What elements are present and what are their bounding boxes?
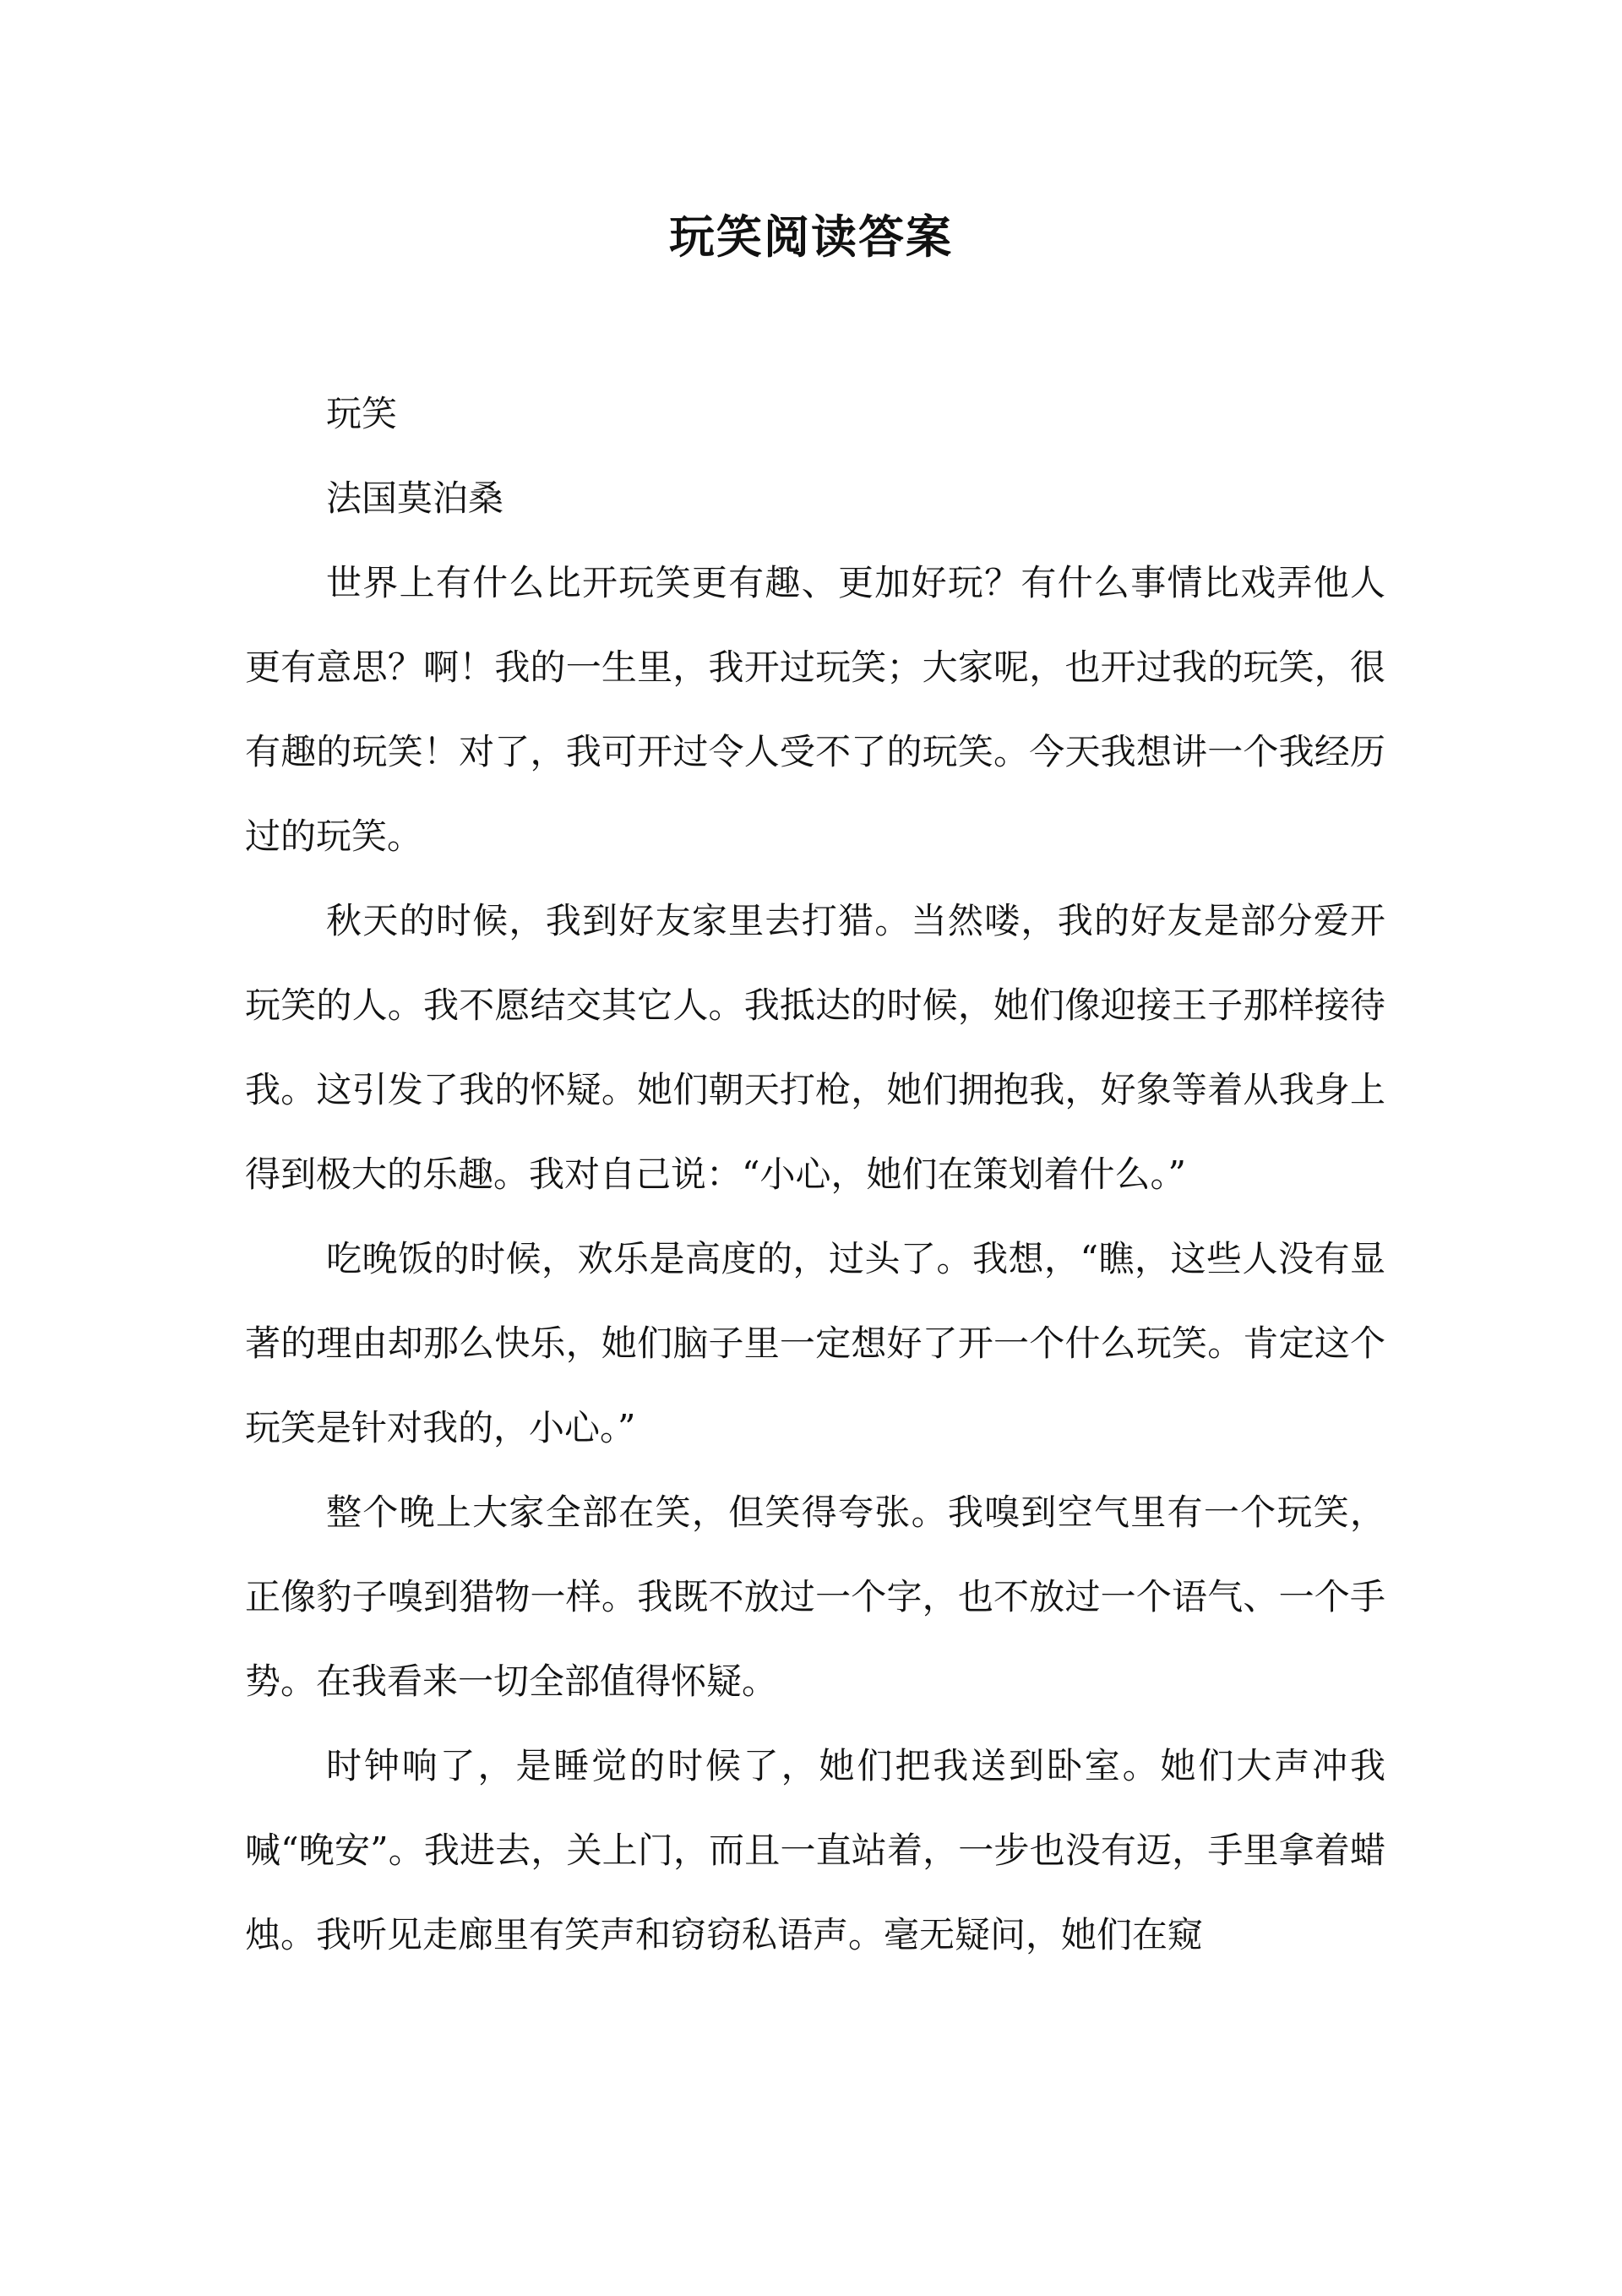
paragraph: 世界上有什么比开玩笑更有趣、更加好玩？有什么事情比戏弄他人更有意思？啊！我的一生里，我开过玩笑；大家呢，也开过我的玩笑，很有趣的玩笑！对了，我可开过令人受不了的玩笑。今天我想讲一个我经历过的玩笑。	[245, 562, 1385, 857]
paragraph: 整个晚上大家全部在笑，但笑得夸张。我嗅到空气里有一个玩笑，正像豹子嗅到猎物一样。我既不放过一个字，也不放过一个语气、一个手势。在我看来一切全部值得怀疑。	[245, 1492, 1385, 1702]
paragraph: 秋天的时候，我到好友家里去打猎。当然喽，我的好友是部分爱开玩笑的人。我不愿结交其它人。我抵达的时候，她们像迎接王子那样接待我。这引发了我的怀疑。她们朝天打枪，她们拥抱我，好象等着从我身上得到极大的乐趣。我对自己说：“小心，她们在策划着什么。”	[245, 900, 1385, 1195]
document-title: 玩笑阅读答案	[669, 210, 953, 264]
paragraph: 吃晚饭的时候，欢乐是高度的，过头了。我想，“瞧，这些人没有显著的理由却那么快乐，她们脑子里一定想好了开一个什么玩笑。肯定这个玩笑是针对我的，小心。”	[245, 1238, 1385, 1448]
document-body	[245, 372, 1385, 1977]
story-author: 法国莫泊桑	[326, 477, 504, 519]
paragraph: 时钟响了，是睡觉的时候了，她们把我送到卧室。她们大声冲我喊“晚安”。我进去，关上门，而且一直站着，一步也没有迈，手里拿着蜡烛。我听见走廊里有笑声和窃窃私语声。毫无疑问，她们在窥	[245, 1745, 1385, 1955]
story-title: 玩笑	[326, 393, 398, 434]
